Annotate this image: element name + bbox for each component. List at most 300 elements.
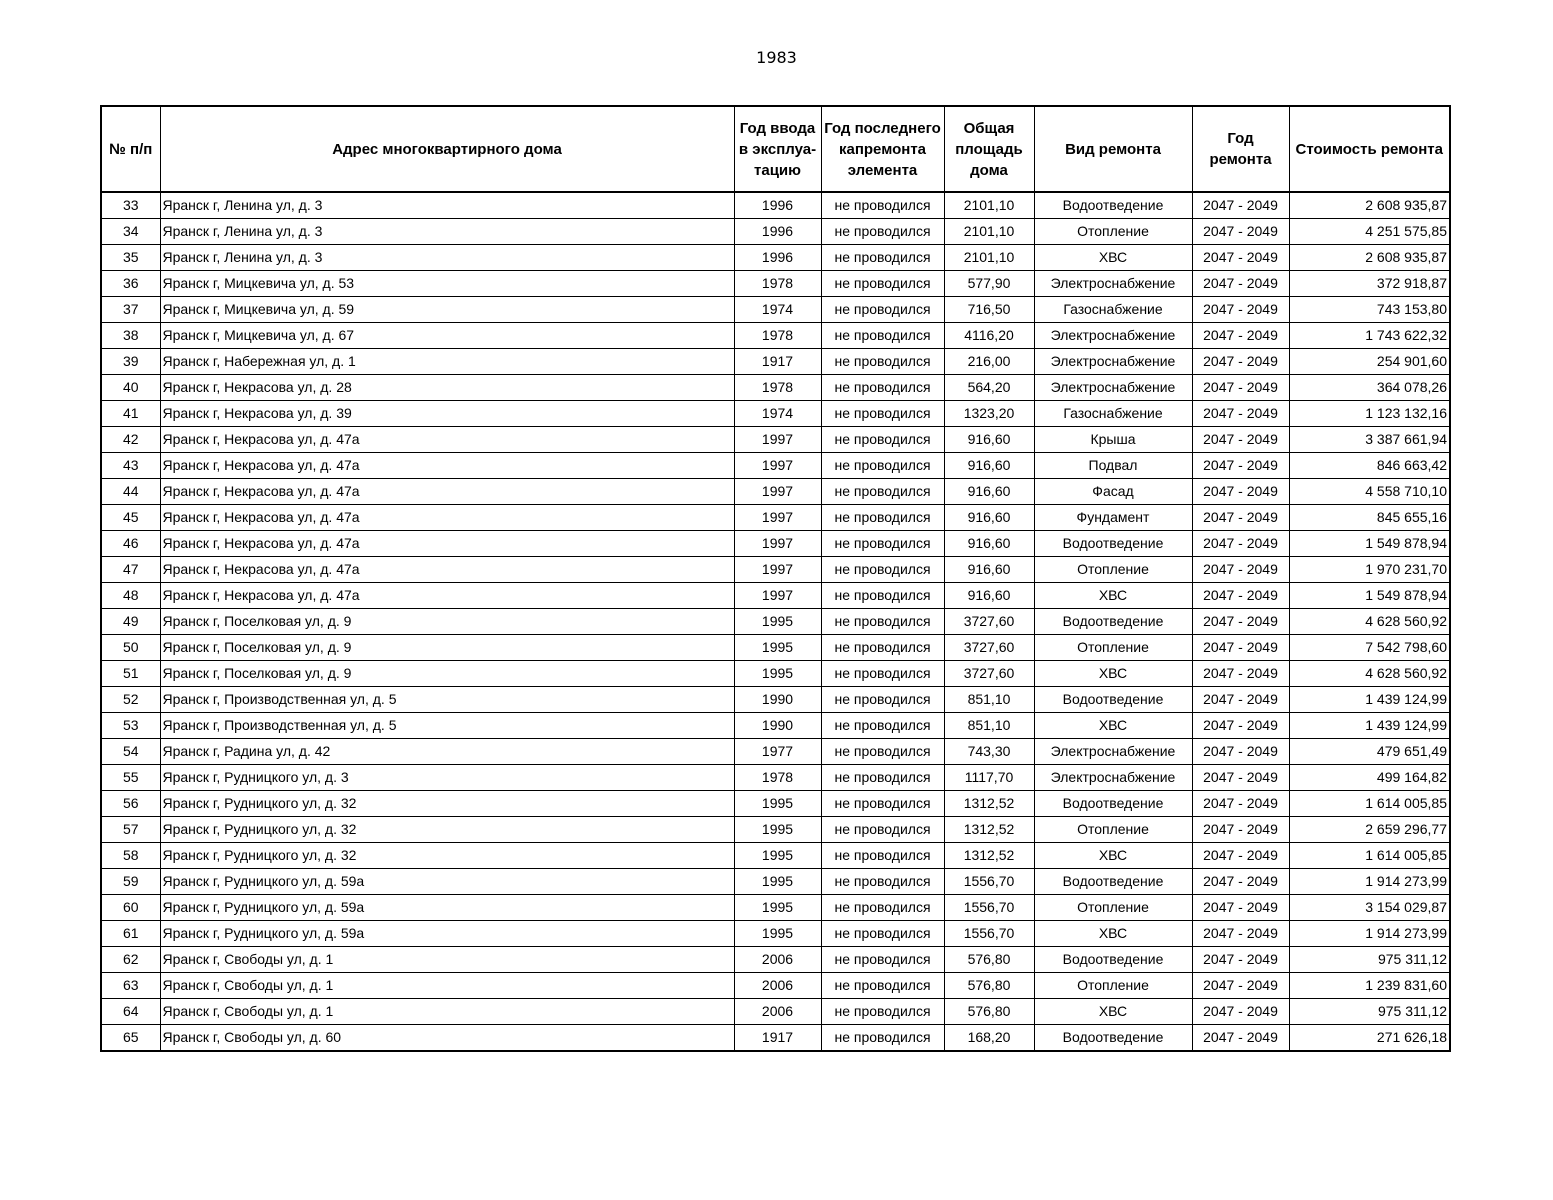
cell-address: Яранск г, Рудницкого ул, д. 59а — [160, 895, 734, 921]
cell-year-built: 1995 — [734, 635, 821, 661]
cell-address: Яранск г, Некрасова ул, д. 28 — [160, 375, 734, 401]
cell-last-repair: не проводился — [821, 713, 944, 739]
cell-cost: 4 558 710,10 — [1289, 479, 1450, 505]
cell-repair-years: 2047 - 2049 — [1192, 843, 1289, 869]
cell-repair-type: Фундамент — [1034, 505, 1192, 531]
cell-area: 4116,20 — [944, 323, 1034, 349]
cell-num: 57 — [101, 817, 160, 843]
cell-address: Яранск г, Некрасова ул, д. 47а — [160, 427, 734, 453]
cell-last-repair: не проводился — [821, 973, 944, 999]
cell-year-built: 1977 — [734, 739, 821, 765]
cell-cost: 254 901,60 — [1289, 349, 1450, 375]
cell-last-repair: не проводился — [821, 1025, 944, 1052]
cell-last-repair: не проводился — [821, 401, 944, 427]
cell-repair-type: Электроснабжение — [1034, 323, 1192, 349]
cell-year-built: 1997 — [734, 531, 821, 557]
cell-last-repair: не проводился — [821, 375, 944, 401]
cell-last-repair: не проводился — [821, 583, 944, 609]
table-row — [101, 661, 1450, 687]
cell-repair-years: 2047 - 2049 — [1192, 895, 1289, 921]
cell-last-repair: не проводился — [821, 557, 944, 583]
cell-address: Яранск г, Свободы ул, д. 60 — [160, 1025, 734, 1052]
cell-repair-years: 2047 - 2049 — [1192, 297, 1289, 323]
table-row — [101, 557, 1450, 583]
cell-address: Яранск г, Некрасова ул, д. 39 — [160, 401, 734, 427]
cell-area: 1312,52 — [944, 843, 1034, 869]
cell-repair-type: ХВС — [1034, 921, 1192, 947]
cell-year-built: 1990 — [734, 687, 821, 713]
cell-cost: 845 655,16 — [1289, 505, 1450, 531]
cell-num: 45 — [101, 505, 160, 531]
cell-year-built: 1997 — [734, 583, 821, 609]
cell-repair-type: Электроснабжение — [1034, 765, 1192, 791]
cell-repair-type: Газоснабжение — [1034, 401, 1192, 427]
cell-area: 3727,60 — [944, 661, 1034, 687]
cell-repair-type: Водоотведение — [1034, 192, 1192, 219]
cell-repair-type: Водоотведение — [1034, 531, 1192, 557]
header-cost: Стоимость ремонта — [1289, 106, 1450, 192]
cell-repair-years: 2047 - 2049 — [1192, 323, 1289, 349]
cell-last-repair: не проводился — [821, 297, 944, 323]
cell-address: Яранск г, Рудницкого ул, д. 59а — [160, 869, 734, 895]
cell-cost: 271 626,18 — [1289, 1025, 1450, 1052]
cell-area: 916,60 — [944, 505, 1034, 531]
cell-num: 47 — [101, 557, 160, 583]
cell-area: 916,60 — [944, 479, 1034, 505]
cell-repair-years: 2047 - 2049 — [1192, 375, 1289, 401]
cell-repair-type: Фасад — [1034, 479, 1192, 505]
cell-num: 50 — [101, 635, 160, 661]
cell-last-repair: не проводился — [821, 843, 944, 869]
cell-area: 916,60 — [944, 583, 1034, 609]
cell-last-repair: не проводился — [821, 271, 944, 297]
cell-year-built: 1995 — [734, 609, 821, 635]
cell-repair-type: ХВС — [1034, 661, 1192, 687]
cell-repair-years: 2047 - 2049 — [1192, 349, 1289, 375]
cell-cost: 1 614 005,85 — [1289, 843, 1450, 869]
cell-repair-type: Отопление — [1034, 973, 1192, 999]
cell-address: Яранск г, Мицкевича ул, д. 67 — [160, 323, 734, 349]
table-row — [101, 609, 1450, 635]
cell-repair-years: 2047 - 2049 — [1192, 999, 1289, 1025]
table-row — [101, 739, 1450, 765]
cell-area: 576,80 — [944, 999, 1034, 1025]
cell-address: Яранск г, Ленина ул, д. 3 — [160, 219, 734, 245]
cell-repair-type: Водоотведение — [1034, 791, 1192, 817]
cell-year-built: 1978 — [734, 375, 821, 401]
cell-area: 564,20 — [944, 375, 1034, 401]
cell-last-repair: не проводился — [821, 245, 944, 271]
cell-address: Яранск г, Некрасова ул, д. 47а — [160, 557, 734, 583]
cell-year-built: 1917 — [734, 349, 821, 375]
cell-repair-years: 2047 - 2049 — [1192, 505, 1289, 531]
cell-repair-years: 2047 - 2049 — [1192, 271, 1289, 297]
cell-num: 38 — [101, 323, 160, 349]
cell-repair-type: Водоотведение — [1034, 609, 1192, 635]
cell-repair-type: Электроснабжение — [1034, 739, 1192, 765]
header-area: Общая площадь дома — [944, 106, 1034, 192]
cell-repair-years: 2047 - 2049 — [1192, 583, 1289, 609]
cell-cost: 3 387 661,94 — [1289, 427, 1450, 453]
cell-repair-years: 2047 - 2049 — [1192, 245, 1289, 271]
cell-address: Яранск г, Рудницкого ул, д. 59а — [160, 921, 734, 947]
cell-last-repair: не проводился — [821, 869, 944, 895]
cell-area: 716,50 — [944, 297, 1034, 323]
cell-address: Яранск г, Мицкевича ул, д. 59 — [160, 297, 734, 323]
cell-year-built: 1997 — [734, 427, 821, 453]
cell-year-built: 1995 — [734, 921, 821, 947]
cell-repair-years: 2047 - 2049 — [1192, 609, 1289, 635]
cell-year-built: 1995 — [734, 817, 821, 843]
header-last-repair: Год последнего капремонта элемента — [821, 106, 944, 192]
cell-area: 2101,10 — [944, 192, 1034, 219]
cell-num: 58 — [101, 843, 160, 869]
cell-cost: 1 743 622,32 — [1289, 323, 1450, 349]
cell-area: 216,00 — [944, 349, 1034, 375]
header-num: № п/п — [101, 106, 160, 192]
cell-repair-years: 2047 - 2049 — [1192, 921, 1289, 947]
cell-area: 576,80 — [944, 973, 1034, 999]
cell-num: 51 — [101, 661, 160, 687]
cell-area: 3727,60 — [944, 635, 1034, 661]
cell-area: 743,30 — [944, 739, 1034, 765]
cell-num: 55 — [101, 765, 160, 791]
cell-cost: 1 549 878,94 — [1289, 583, 1450, 609]
cell-address: Яранск г, Некрасова ул, д. 47а — [160, 531, 734, 557]
cell-cost: 4 251 575,85 — [1289, 219, 1450, 245]
cell-cost: 7 542 798,60 — [1289, 635, 1450, 661]
table-row — [101, 219, 1450, 245]
cell-address: Яранск г, Свободы ул, д. 1 — [160, 973, 734, 999]
cell-num: 36 — [101, 271, 160, 297]
cell-repair-years: 2047 - 2049 — [1192, 401, 1289, 427]
cell-address: Яранск г, Ленина ул, д. 3 — [160, 192, 734, 219]
cell-area: 1556,70 — [944, 921, 1034, 947]
cell-area: 851,10 — [944, 687, 1034, 713]
table-row — [101, 401, 1450, 427]
cell-num: 43 — [101, 453, 160, 479]
cell-repair-years: 2047 - 2049 — [1192, 713, 1289, 739]
cell-cost: 499 164,82 — [1289, 765, 1450, 791]
cell-area: 577,90 — [944, 271, 1034, 297]
cell-cost: 364 078,26 — [1289, 375, 1450, 401]
cell-repair-type: Крыша — [1034, 427, 1192, 453]
cell-repair-years: 2047 - 2049 — [1192, 1025, 1289, 1052]
cell-area: 916,60 — [944, 427, 1034, 453]
cell-num: 42 — [101, 427, 160, 453]
cell-last-repair: не проводился — [821, 323, 944, 349]
cell-num: 39 — [101, 349, 160, 375]
cell-last-repair: не проводился — [821, 947, 944, 973]
cell-repair-type: Подвал — [1034, 453, 1192, 479]
table-row — [101, 765, 1450, 791]
cell-repair-years: 2047 - 2049 — [1192, 192, 1289, 219]
cell-last-repair: не проводился — [821, 479, 944, 505]
cell-cost: 975 311,12 — [1289, 999, 1450, 1025]
cell-area: 916,60 — [944, 557, 1034, 583]
cell-repair-type: Отопление — [1034, 635, 1192, 661]
cell-year-built: 2006 — [734, 999, 821, 1025]
cell-area: 2101,10 — [944, 245, 1034, 271]
cell-repair-type: Электроснабжение — [1034, 375, 1192, 401]
cell-address: Яранск г, Ленина ул, д. 3 — [160, 245, 734, 271]
cell-cost: 4 628 560,92 — [1289, 609, 1450, 635]
cell-address: Яранск г, Поселковая ул, д. 9 — [160, 609, 734, 635]
cell-num: 61 — [101, 921, 160, 947]
table-row — [101, 245, 1450, 271]
cell-num: 34 — [101, 219, 160, 245]
table-header-row — [101, 106, 1450, 192]
cell-last-repair: не проводился — [821, 609, 944, 635]
cell-repair-type: ХВС — [1034, 713, 1192, 739]
cell-repair-type: ХВС — [1034, 583, 1192, 609]
cell-year-built: 1995 — [734, 895, 821, 921]
cell-year-built: 1917 — [734, 1025, 821, 1052]
cell-year-built: 2006 — [734, 947, 821, 973]
cell-year-built: 1995 — [734, 791, 821, 817]
cell-repair-years: 2047 - 2049 — [1192, 869, 1289, 895]
cell-area: 2101,10 — [944, 219, 1034, 245]
cell-repair-type: Отопление — [1034, 895, 1192, 921]
cell-num: 48 — [101, 583, 160, 609]
cell-last-repair: не проводился — [821, 895, 944, 921]
cell-cost: 1 914 273,99 — [1289, 869, 1450, 895]
cell-cost: 1 970 231,70 — [1289, 557, 1450, 583]
cell-num: 59 — [101, 869, 160, 895]
cell-address: Яранск г, Рудницкого ул, д. 3 — [160, 765, 734, 791]
cell-last-repair: не проводился — [821, 661, 944, 687]
cell-address: Яранск г, Поселковая ул, д. 9 — [160, 661, 734, 687]
cell-repair-type: Электроснабжение — [1034, 271, 1192, 297]
cell-num: 41 — [101, 401, 160, 427]
cell-last-repair: не проводился — [821, 765, 944, 791]
table-row — [101, 869, 1450, 895]
table-row — [101, 687, 1450, 713]
cell-year-built: 2006 — [734, 973, 821, 999]
cell-cost: 2 608 935,87 — [1289, 245, 1450, 271]
cell-num: 44 — [101, 479, 160, 505]
page-number: 1983 — [756, 48, 797, 67]
table-row — [101, 479, 1450, 505]
cell-year-built: 1995 — [734, 843, 821, 869]
cell-last-repair: не проводился — [821, 531, 944, 557]
table-row — [101, 192, 1450, 219]
table-row — [101, 895, 1450, 921]
cell-num: 46 — [101, 531, 160, 557]
cell-address: Яранск г, Свободы ул, д. 1 — [160, 947, 734, 973]
cell-repair-years: 2047 - 2049 — [1192, 427, 1289, 453]
cell-num: 35 — [101, 245, 160, 271]
cell-cost: 1 614 005,85 — [1289, 791, 1450, 817]
cell-last-repair: не проводился — [821, 505, 944, 531]
cell-repair-years: 2047 - 2049 — [1192, 947, 1289, 973]
cell-repair-years: 2047 - 2049 — [1192, 687, 1289, 713]
table-row — [101, 531, 1450, 557]
table-row — [101, 1025, 1450, 1052]
cell-area: 1117,70 — [944, 765, 1034, 791]
cell-num: 37 — [101, 297, 160, 323]
cell-repair-type: Водоотведение — [1034, 869, 1192, 895]
cell-repair-type: Отопление — [1034, 219, 1192, 245]
cell-num: 33 — [101, 192, 160, 219]
table-row — [101, 375, 1450, 401]
cell-repair-years: 2047 - 2049 — [1192, 661, 1289, 687]
table-row — [101, 999, 1450, 1025]
cell-last-repair: не проводился — [821, 192, 944, 219]
header-year-built: Год ввода в эксплуа-тацию — [734, 106, 821, 192]
cell-year-built: 1997 — [734, 479, 821, 505]
table-row — [101, 713, 1450, 739]
cell-address: Яранск г, Набережная ул, д. 1 — [160, 349, 734, 375]
cell-area: 1556,70 — [944, 895, 1034, 921]
cell-area: 916,60 — [944, 531, 1034, 557]
table-row — [101, 271, 1450, 297]
cell-last-repair: не проводился — [821, 427, 944, 453]
cell-address: Яранск г, Некрасова ул, д. 47а — [160, 583, 734, 609]
cell-cost: 975 311,12 — [1289, 947, 1450, 973]
cell-address: Яранск г, Рудницкого ул, д. 32 — [160, 791, 734, 817]
cell-year-built: 1978 — [734, 323, 821, 349]
table-row — [101, 349, 1450, 375]
cell-area: 851,10 — [944, 713, 1034, 739]
table-row — [101, 297, 1450, 323]
cell-repair-years: 2047 - 2049 — [1192, 219, 1289, 245]
cell-last-repair: не проводился — [821, 739, 944, 765]
table-row — [101, 453, 1450, 479]
cell-cost: 1 549 878,94 — [1289, 531, 1450, 557]
cell-repair-type: Отопление — [1034, 817, 1192, 843]
cell-address: Яранск г, Производственная ул, д. 5 — [160, 687, 734, 713]
cell-repair-type: Водоотведение — [1034, 1025, 1192, 1052]
cell-address: Яранск г, Поселковая ул, д. 9 — [160, 635, 734, 661]
cell-num: 52 — [101, 687, 160, 713]
cell-year-built: 1974 — [734, 401, 821, 427]
cell-last-repair: не проводился — [821, 921, 944, 947]
cell-repair-type: Отопление — [1034, 557, 1192, 583]
cell-last-repair: не проводился — [821, 791, 944, 817]
cell-repair-type: ХВС — [1034, 843, 1192, 869]
table-row — [101, 427, 1450, 453]
cell-num: 62 — [101, 947, 160, 973]
cell-repair-years: 2047 - 2049 — [1192, 635, 1289, 661]
cell-year-built: 1995 — [734, 661, 821, 687]
cell-num: 64 — [101, 999, 160, 1025]
cell-cost: 372 918,87 — [1289, 271, 1450, 297]
cell-cost: 1 914 273,99 — [1289, 921, 1450, 947]
table-row — [101, 323, 1450, 349]
cell-repair-years: 2047 - 2049 — [1192, 765, 1289, 791]
cell-repair-years: 2047 - 2049 — [1192, 739, 1289, 765]
table-row — [101, 947, 1450, 973]
cell-num: 63 — [101, 973, 160, 999]
table-row — [101, 843, 1450, 869]
cell-year-built: 1997 — [734, 505, 821, 531]
cell-address: Яранск г, Производственная ул, д. 5 — [160, 713, 734, 739]
cell-year-built: 1978 — [734, 271, 821, 297]
cell-area: 916,60 — [944, 453, 1034, 479]
cell-area: 1323,20 — [944, 401, 1034, 427]
cell-last-repair: не проводился — [821, 635, 944, 661]
cell-address: Яранск г, Рудницкого ул, д. 32 — [160, 817, 734, 843]
cell-address: Яранск г, Рудницкого ул, д. 32 — [160, 843, 734, 869]
cell-address: Яранск г, Мицкевича ул, д. 53 — [160, 271, 734, 297]
cell-address: Яранск г, Радина ул, д. 42 — [160, 739, 734, 765]
table-row — [101, 505, 1450, 531]
cell-repair-type: ХВС — [1034, 999, 1192, 1025]
cell-repair-type: Электроснабжение — [1034, 349, 1192, 375]
cell-last-repair: не проводился — [821, 817, 944, 843]
cell-repair-type: ХВС — [1034, 245, 1192, 271]
cell-num: 40 — [101, 375, 160, 401]
header-repair-years: Год ремонта — [1192, 106, 1289, 192]
cell-num: 65 — [101, 1025, 160, 1052]
cell-year-built: 1974 — [734, 297, 821, 323]
cell-repair-type: Водоотведение — [1034, 947, 1192, 973]
cell-address: Яранск г, Некрасова ул, д. 47а — [160, 479, 734, 505]
cell-cost: 1 439 124,99 — [1289, 713, 1450, 739]
cell-num: 56 — [101, 791, 160, 817]
cell-area: 1312,52 — [944, 817, 1034, 843]
cell-address: Яранск г, Свободы ул, д. 1 — [160, 999, 734, 1025]
table-body — [101, 192, 1450, 1051]
cell-cost: 743 153,80 — [1289, 297, 1450, 323]
cell-repair-type: Водоотведение — [1034, 687, 1192, 713]
cell-num: 60 — [101, 895, 160, 921]
cell-last-repair: не проводился — [821, 687, 944, 713]
cell-last-repair: не проводился — [821, 453, 944, 479]
cell-num: 53 — [101, 713, 160, 739]
table-row — [101, 791, 1450, 817]
cell-cost: 1 439 124,99 — [1289, 687, 1450, 713]
cell-area: 1556,70 — [944, 869, 1034, 895]
cell-last-repair: не проводился — [821, 349, 944, 375]
cell-year-built: 1995 — [734, 869, 821, 895]
cell-cost: 479 651,49 — [1289, 739, 1450, 765]
header-address: Адрес многоквартирного дома — [160, 106, 734, 192]
cell-repair-years: 2047 - 2049 — [1192, 531, 1289, 557]
cell-cost: 1 239 831,60 — [1289, 973, 1450, 999]
cell-area: 3727,60 — [944, 609, 1034, 635]
table-row — [101, 817, 1450, 843]
cell-year-built: 1997 — [734, 453, 821, 479]
table-row — [101, 583, 1450, 609]
cell-repair-type: Газоснабжение — [1034, 297, 1192, 323]
cell-num: 54 — [101, 739, 160, 765]
cell-year-built: 1978 — [734, 765, 821, 791]
table-row — [101, 921, 1450, 947]
cell-area: 1312,52 — [944, 791, 1034, 817]
cell-repair-years: 2047 - 2049 — [1192, 453, 1289, 479]
cell-cost: 3 154 029,87 — [1289, 895, 1450, 921]
cell-address: Яранск г, Некрасова ул, д. 47а — [160, 453, 734, 479]
cell-address: Яранск г, Некрасова ул, д. 47а — [160, 505, 734, 531]
cell-cost: 4 628 560,92 — [1289, 661, 1450, 687]
cell-last-repair: не проводился — [821, 219, 944, 245]
cell-cost: 2 608 935,87 — [1289, 192, 1450, 219]
cell-num: 49 — [101, 609, 160, 635]
cell-repair-years: 2047 - 2049 — [1192, 973, 1289, 999]
repair-register-table — [100, 105, 1451, 1052]
cell-repair-years: 2047 - 2049 — [1192, 557, 1289, 583]
cell-cost: 2 659 296,77 — [1289, 817, 1450, 843]
cell-year-built: 1996 — [734, 219, 821, 245]
header-repair-type: Вид ремонта — [1034, 106, 1192, 192]
cell-cost: 846 663,42 — [1289, 453, 1450, 479]
cell-year-built: 1996 — [734, 192, 821, 219]
cell-area: 576,80 — [944, 947, 1034, 973]
cell-year-built: 1997 — [734, 557, 821, 583]
cell-area: 168,20 — [944, 1025, 1034, 1052]
